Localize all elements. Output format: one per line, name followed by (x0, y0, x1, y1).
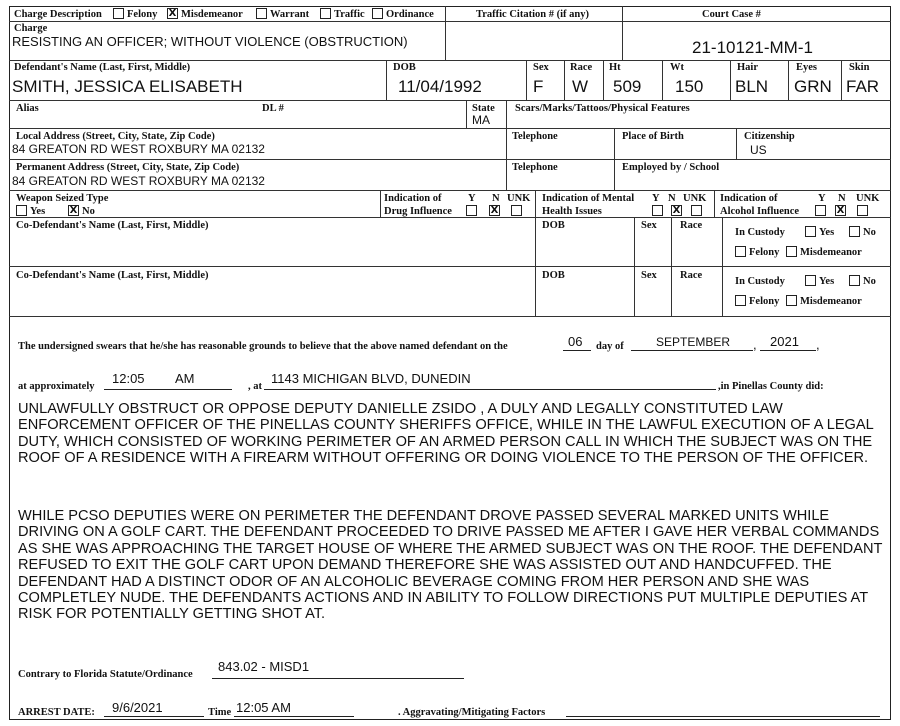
wt-value: 150 (675, 77, 704, 96)
co-defendant-2-no-checkbox[interactable] (849, 275, 860, 286)
state-label: State (472, 103, 495, 114)
skin-value: FAR (846, 77, 880, 96)
mental-unk-checkbox[interactable] (691, 205, 702, 216)
place-of-birth-label: Place of Birth (622, 131, 684, 142)
charge-value: RESISTING AN OFFICER; WITHOUT VIOLENCE (OBSTRUCTION) (12, 34, 408, 49)
charge-label: Charge (14, 23, 48, 34)
traffic-citation-label: Traffic Citation # (if any) (476, 9, 589, 20)
felony-label: Felony (127, 9, 158, 20)
co-defendant-1-sex-label: Sex (641, 220, 657, 231)
permanent-address-value: 84 GREATON RD WEST ROXBURY MA 02132 (12, 174, 265, 188)
scars-label: Scars/Marks/Tattoos/Physical Features (515, 103, 690, 114)
co-defendant-2-race-label: Race (680, 270, 703, 281)
co-defendant-2-yes-label: Yes (819, 276, 835, 287)
warrant-label: Warrant (270, 9, 310, 20)
narrative-elements: UNLAWFULLY OBSTRUCT OR OPPOSE DEPUTY DANIELLE ZSIDO , A DULY AND LEGALLY CONSTITUTED LAW ENFORCEMENT OFFICER OF THE PINELLAS COUNTY SHERIFFS OFFICE, WHILE IN THE LAWFUL EXECUTION OF A LEGAL DUTY, WHICH CONSISTED OF WORKING PERIMETER OF AN ARMED PERSON CALL IN WHICH THE SUBJECT WAS ON THE ROOF OF A RESIDENCE WITH A FIREARM WITHOUT OFFERING OR DOING VIOLENCE TO THE PERSON OF THE OFFICER. (18, 401, 874, 467)
alcohol-n-label: N (838, 193, 846, 204)
alcohol-y-checkbox[interactable] (815, 205, 826, 216)
co-defendant-1-dob-label: DOB (542, 220, 565, 231)
alcohol-indication-label: Indication of (720, 193, 778, 204)
swears-statement: The undersigned swears that he/she has reasonable grounds to believe that the above named defendant on the (18, 341, 508, 352)
hair-label: Hair (737, 62, 758, 73)
traffic-label: Traffic (334, 9, 365, 20)
alcohol-unk-label: UNK (856, 193, 880, 204)
local-address-value: 84 GREATON RD WEST ROXBURY MA 02132 (12, 142, 265, 156)
mental-n-checkbox[interactable]: X (672, 205, 681, 216)
co-defendant-2-felony-label: Felony (749, 296, 780, 307)
arrest-date-value: 9/6/2021 (112, 700, 163, 715)
drug-influence-label: Drug Influence (384, 206, 452, 217)
traffic-checkbox[interactable] (320, 8, 331, 19)
co-defendant-2-no-label: No (863, 276, 876, 287)
day-of-label: day of (596, 341, 624, 352)
offense-month-value: SEPTEMBER (656, 335, 731, 349)
co-defendant-2-misdemeanor-checkbox[interactable] (786, 295, 797, 306)
drug-unk-checkbox[interactable] (511, 205, 522, 216)
drug-y-checkbox[interactable] (466, 205, 477, 216)
defendant-name-value: SMITH, JESSICA ELISABETH (12, 77, 243, 96)
dob-label: DOB (393, 62, 416, 73)
race-label: Race (570, 62, 593, 73)
ordinance-checkbox[interactable] (372, 8, 383, 19)
local-address-label: Local Address (Street, City, State, Zip Code) (16, 131, 215, 142)
mental-unk-label: UNK (683, 193, 707, 204)
co-defendant-2-yes-checkbox[interactable] (805, 275, 816, 286)
citizenship-label: Citizenship (744, 131, 795, 142)
co-defendant-2-label: Co-Defendant's Name (Last, First, Middle) (16, 270, 209, 281)
drug-n-label: N (492, 193, 500, 204)
sex-value: F (533, 77, 544, 96)
co-defendant-1-felony-checkbox[interactable] (735, 246, 746, 257)
weapon-yes-label: Yes (30, 206, 46, 217)
time-label: Time (208, 707, 232, 718)
at-label: , at (248, 381, 262, 392)
mental-y-checkbox[interactable] (652, 205, 663, 216)
drug-indication-label: Indication of (384, 193, 442, 204)
offense-ampm-value: AM (175, 371, 195, 386)
alcohol-y-label: Y (818, 193, 826, 204)
alias-label: Alias (16, 103, 39, 114)
co-defendant-2-sex-label: Sex (641, 270, 657, 281)
arrest-date-label: ARREST DATE: (18, 707, 95, 718)
co-defendant-1-misdemeanor-checkbox[interactable] (786, 246, 797, 257)
court-case-value: 21-10121-MM-1 (692, 38, 813, 57)
co-defendant-2-dob-label: DOB (542, 270, 565, 281)
weapon-seized-label: Weapon Seized Type (16, 193, 109, 204)
drug-y-label: Y (468, 193, 476, 204)
alcohol-unk-checkbox[interactable] (857, 205, 868, 216)
state-value: MA (472, 113, 490, 127)
offense-location-value: 1143 MICHIGAN BLVD, DUNEDIN (271, 371, 471, 386)
arrest-time-value: 12:05 AM (236, 700, 291, 715)
ht-label: Ht (609, 62, 621, 73)
contrary-statute-label: Contrary to Florida Statute/Ordinance (18, 669, 193, 680)
co-defendant-1-in-custody-label: In Custody (735, 227, 785, 238)
in-pinellas-label: ,in Pinellas County did: (718, 381, 824, 392)
court-case-label: Court Case # (702, 9, 761, 20)
offense-year-comma-2: , (816, 337, 820, 352)
felony-checkbox[interactable] (113, 8, 124, 19)
ht-value: 509 (613, 77, 642, 96)
offense-year-value: 2021 (770, 334, 799, 349)
co-defendant-1-misdemeanor-label: Misdemeanor (800, 247, 862, 258)
eyes-label: Eyes (796, 62, 817, 73)
mental-y-label: Y (652, 193, 660, 204)
co-defendant-1-race-label: Race (680, 220, 703, 231)
citizenship-value: US (750, 143, 767, 157)
offense-time-value: 12:05 (112, 371, 145, 386)
weapon-no-checkbox[interactable]: X (69, 205, 78, 216)
alcohol-influence-label: Alcohol Influence (720, 206, 800, 217)
ordinance-label: Ordinance (386, 9, 434, 20)
drug-unk-label: UNK (507, 193, 531, 204)
drug-n-checkbox[interactable]: X (490, 205, 499, 216)
aggravating-factors-label: . Aggravating/Mitigating Factors (398, 707, 546, 718)
telephone-label-2: Telephone (512, 162, 558, 173)
narrative-facts: WHILE PCSO DEPUTIES WERE ON PERIMETER THE DEFENDANT DROVE PASSED SEVERAL MARKED UNITS WHILE DRIVING ON A GOLF CART. THE DEFENDANT PROCEEDED TO DRIVE PASSED ME AFTER I GAVE HER VERBAL COMMANDS AS SHE WAS APPROACHING THE TARGET HOUSE OF WHERE THE ARMED SUBJECT WAS ON THE ROOF. THE DEFENDANT REFUSED TO EXIT THE GOLF CART UPON DEMAND THEREFORE SHE WAS ASSISTED OUT AND HANDCUFFED. THE DEFENDANT HAD A DISTINCT ODOR OF AN ALCOHOLIC BEVERAGE COMING FROM HER PERSON AND SHE WAS COMPLETLEY NUDE. THE DEFENDANTS ACTIONS AND IN ABILITY TO FOLLOW DIRECTIONS PUT MULTIPLE DEPUTIES AT RISK FOR POTENTIALLY GETTING SHOT AT. (18, 508, 883, 623)
misdemeanor-label: Misdemeanor (181, 9, 243, 20)
race-value: W (572, 77, 589, 96)
eyes-value: GRN (794, 77, 832, 96)
co-defendant-2-in-custody-label: In Custody (735, 276, 785, 287)
permanent-address-label: Permanent Address (Street, City, State, Zip Code) (16, 162, 240, 173)
statute-value: 843.02 - MISD1 (218, 659, 310, 674)
dl-label: DL # (262, 103, 284, 114)
weapon-no-label: No (82, 206, 95, 217)
alcohol-n-checkbox[interactable]: X (836, 205, 845, 216)
mental-n-label: N (668, 193, 676, 204)
at-approximately-label: at approximately (18, 381, 95, 392)
co-defendant-2-misdemeanor-label: Misdemeanor (800, 296, 862, 307)
co-defendant-1-yes-checkbox[interactable] (805, 226, 816, 237)
offense-day-value: 06 (568, 334, 583, 349)
skin-label: Skin (849, 62, 870, 73)
telephone-label: Telephone (512, 131, 558, 142)
co-defendant-1-no-checkbox[interactable] (849, 226, 860, 237)
offense-year-comma-1: , (753, 337, 757, 352)
mental-indication-label: Indication of Mental (542, 193, 635, 204)
co-defendant-2-felony-checkbox[interactable] (735, 295, 746, 306)
co-defendant-1-yes-label: Yes (819, 227, 835, 238)
charge-description-label: Charge Description (14, 9, 102, 20)
co-defendant-1-felony-label: Felony (749, 247, 780, 258)
misdemeanor-checkbox[interactable]: X (168, 8, 177, 19)
weapon-yes-checkbox[interactable] (16, 205, 27, 216)
co-defendant-1-no-label: No (863, 227, 876, 238)
wt-label: Wt (670, 62, 684, 73)
health-issues-label: Health Issues (542, 206, 602, 217)
warrant-checkbox[interactable] (256, 8, 267, 19)
hair-value: BLN (735, 77, 769, 96)
dob-value: 11/04/1992 (398, 77, 482, 96)
co-defendant-1-label: Co-Defendant's Name (Last, First, Middle) (16, 220, 209, 231)
defendant-name-label: Defendant's Name (Last, First, Middle) (14, 62, 191, 73)
employed-by-label: Employed by / School (622, 162, 720, 173)
sex-label: Sex (533, 62, 549, 73)
